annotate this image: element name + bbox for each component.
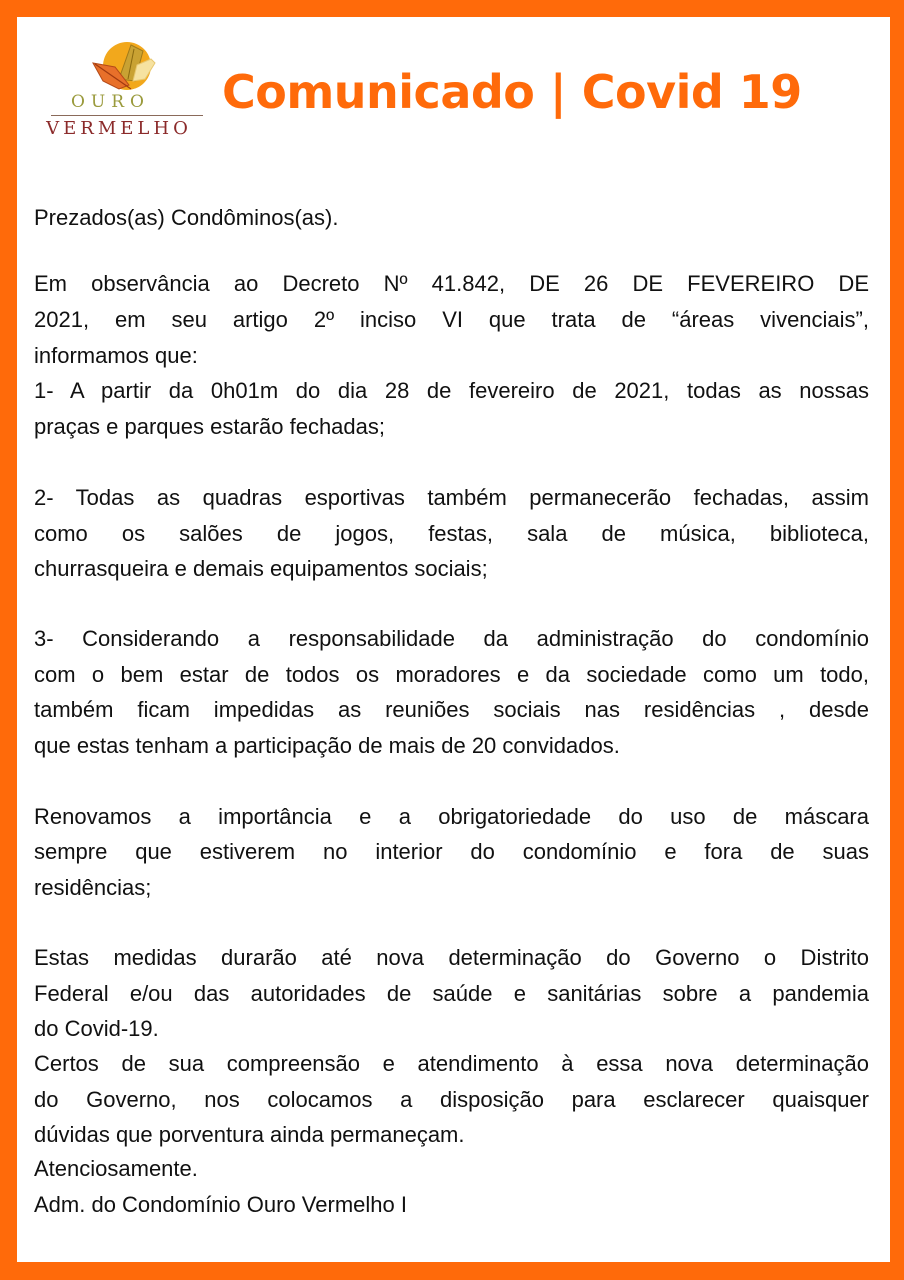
intro-line: 2021, em seu artigo 2º inciso VI que trata de “áreas vivenciais”, <box>34 307 869 332</box>
closing-line: do Governo, nos colocamos a disposição para esclarecer quaisquer <box>34 1087 869 1112</box>
masks-line: Renovamos a importância e a obrigatoriedade do uso de máscara <box>34 804 869 829</box>
signature: Adm. do Condomínio Ouro Vermelho I <box>34 1192 407 1217</box>
closing-line: dúvidas que porventura ainda permaneçam. <box>34 1122 465 1147</box>
item3-line: com o bem estar de todos os moradores e da sociedade como um todo, <box>34 662 869 687</box>
intro-line: informamos que: <box>34 343 198 368</box>
duration-line: do Covid-19. <box>34 1016 159 1041</box>
masks-line: residências; <box>34 875 152 900</box>
brand-logo <box>33 41 193 141</box>
signoff: Atenciosamente. <box>34 1156 198 1181</box>
duration-line: Federal e/ou das autoridades de saúde e sanitárias sobre a pandemia <box>34 981 869 1006</box>
item3-line: que estas tenham a participação de mais de 20 convidados. <box>34 733 620 758</box>
page-title: Comunicado | Covid 19 <box>222 65 802 119</box>
document-page <box>17 17 890 1262</box>
logo-text-ouro: OURO <box>70 92 150 112</box>
item2-line: 2- Todas as quadras esportivas também permanecerão fechadas, assim <box>34 485 869 510</box>
item1-line: 1- A partir da 0h01m do dia 28 de fevereiro de 2021, todas as nossas <box>34 378 869 403</box>
masks-line: sempre que estiverem no interior do condomínio e fora de suas <box>34 839 869 864</box>
intro-line: Em observância ao Decreto Nº 41.842, DE 26 DE FEVEREIRO DE <box>34 271 869 296</box>
greeting: Prezados(as) Condôminos(as). <box>34 205 339 230</box>
item1-line: praças e parques estarão fechadas; <box>34 414 386 439</box>
item3-line: 3- Considerando a responsabilidade da administração do condomínio <box>34 626 869 651</box>
closing-line: Certos de sua compreensão e atendimento à essa nova determinação <box>34 1051 869 1076</box>
logo-text-vermelho: VERMELHO <box>46 118 192 139</box>
item2-line: como os salões de jogos, festas, sala de música, biblioteca, <box>34 521 869 546</box>
item2-line: churrasqueira e demais equipamentos sociais; <box>34 556 488 581</box>
item3-line: também ficam impedidas as reuniões sociais nas residências , desde <box>34 697 869 722</box>
logo-divider <box>51 115 203 116</box>
duration-line: Estas medidas durarão até nova determinação do Governo o Distrito <box>34 945 869 970</box>
